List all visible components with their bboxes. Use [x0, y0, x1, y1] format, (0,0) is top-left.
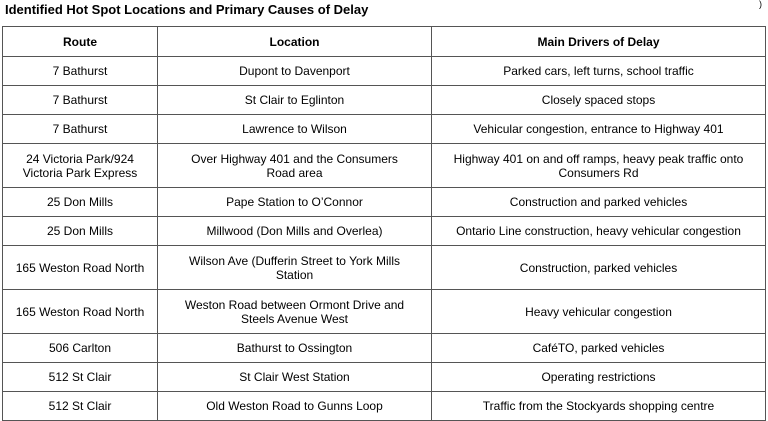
cell-route	[3, 86, 158, 115]
cell-location-text: St Clair to Eglinton	[244, 93, 345, 107]
cell-route-text: 7 Bathurst	[52, 93, 108, 107]
cell-location	[158, 115, 432, 144]
cell-drivers	[432, 290, 766, 334]
cell-location-text: Station	[275, 267, 314, 282]
table-row	[3, 246, 766, 290]
cell-drivers-text: Heavy vehicular congestion	[525, 304, 672, 319]
cell-drivers-text: Consumers Rd	[558, 165, 639, 180]
cell-route-text: 7 Bathurst	[52, 122, 108, 136]
cell-route	[3, 188, 158, 217]
cell-drivers-text: Traffic from the Stockyards shopping centre	[482, 399, 715, 413]
cell-route-text: 165 Weston Road North	[15, 260, 145, 275]
cell-location-text: Road area	[266, 165, 323, 180]
cell-location	[158, 363, 432, 392]
cell-drivers	[432, 392, 766, 421]
cell-location	[158, 334, 432, 363]
cell-location	[158, 188, 432, 217]
cell-route-text: 506 Carlton	[48, 341, 112, 355]
cell-route-text: 24 Victoria Park/924	[26, 151, 134, 166]
cell-route-text: 165 Weston Road North	[15, 304, 145, 319]
cell-drivers	[432, 144, 766, 188]
cell-location-text: Weston Road between Ormont Drive and	[184, 297, 405, 312]
cell-route-text: Victoria Park Express	[22, 165, 138, 180]
cell-route-text: 25 Don Mills	[46, 224, 114, 238]
cell-drivers-text: Parked cars, left turns, school traffic	[503, 64, 694, 78]
cell-drivers-text: Closely spaced stops	[541, 93, 656, 107]
cell-drivers	[432, 57, 766, 86]
table-row	[3, 290, 766, 334]
cell-route	[3, 334, 158, 363]
table-row	[3, 188, 766, 217]
table-body	[3, 57, 766, 421]
cell-drivers	[432, 334, 766, 363]
cell-drivers-text: Operating restrictions	[541, 370, 656, 384]
cell-drivers-text: Construction, parked vehicles	[519, 260, 678, 275]
cell-route	[3, 115, 158, 144]
cell-route	[3, 57, 158, 86]
cell-location	[158, 217, 432, 246]
cell-location	[158, 144, 432, 188]
cell-drivers-text: CaféTO, parked vehicles	[532, 341, 665, 355]
cell-drivers	[432, 246, 766, 290]
cell-route	[3, 290, 158, 334]
table-row	[3, 334, 766, 363]
cell-drivers-text: Highway 401 on and off ramps, heavy peak traffic onto	[453, 151, 744, 166]
cell-route-text: 7 Bathurst	[52, 64, 108, 78]
header-route: Route	[3, 27, 158, 57]
table-row	[3, 392, 766, 421]
cell-location-text: Over Highway 401 and the Consumers	[191, 151, 398, 166]
cell-location-text: Wilson Ave (Dufferin Street to York Mills	[189, 253, 400, 268]
table-row	[3, 86, 766, 115]
cell-location-text: Pape Station to O’Connor	[226, 195, 363, 209]
cell-location-text: Steels Avenue West	[241, 311, 348, 326]
table-row	[3, 115, 766, 144]
table-caption: Identified Hot Spot Locations and Primary Causes of Delay	[5, 2, 369, 17]
cell-location-text: Bathurst to Ossington	[236, 341, 353, 355]
cell-route	[3, 392, 158, 421]
header-location: Location	[158, 27, 432, 57]
cell-drivers	[432, 217, 766, 246]
cell-drivers	[432, 188, 766, 217]
cell-route	[3, 217, 158, 246]
cell-drivers	[432, 115, 766, 144]
cell-route	[3, 363, 158, 392]
table-row	[3, 57, 766, 86]
cell-location	[158, 392, 432, 421]
header-row	[3, 27, 766, 57]
cell-route-text: 512 St Clair	[48, 399, 112, 413]
cell-drivers	[432, 86, 766, 115]
cell-drivers	[432, 363, 766, 392]
cell-drivers-text: Construction and parked vehicles	[509, 195, 688, 209]
table-row	[3, 363, 766, 392]
cell-route-text: 512 St Clair	[48, 370, 112, 384]
hot-spot-table	[2, 26, 766, 421]
cell-location-text: Dupont to Davenport	[239, 64, 350, 78]
cell-location-text: Millwood (Don Mills and Overlea)	[206, 224, 383, 238]
cell-location	[158, 290, 432, 334]
page-edge-mark: )	[759, 0, 762, 9]
table-row	[3, 144, 766, 188]
cell-drivers-text: Vehicular congestion, entrance to Highway 401	[473, 122, 724, 136]
cell-route-text: 25 Don Mills	[46, 195, 114, 209]
table-row	[3, 217, 766, 246]
cell-location	[158, 57, 432, 86]
cell-route	[3, 246, 158, 290]
cell-route	[3, 144, 158, 188]
cell-location	[158, 86, 432, 115]
cell-location-text: St Clair West Station	[239, 370, 350, 384]
cell-location-text: Old Weston Road to Gunns Loop	[206, 399, 383, 413]
cell-location-text: Lawrence to Wilson	[242, 122, 347, 136]
cell-drivers-text: Ontario Line construction, heavy vehicular congestion	[456, 224, 741, 238]
header-drivers: Main Drivers of Delay	[432, 27, 766, 57]
cell-location	[158, 246, 432, 290]
